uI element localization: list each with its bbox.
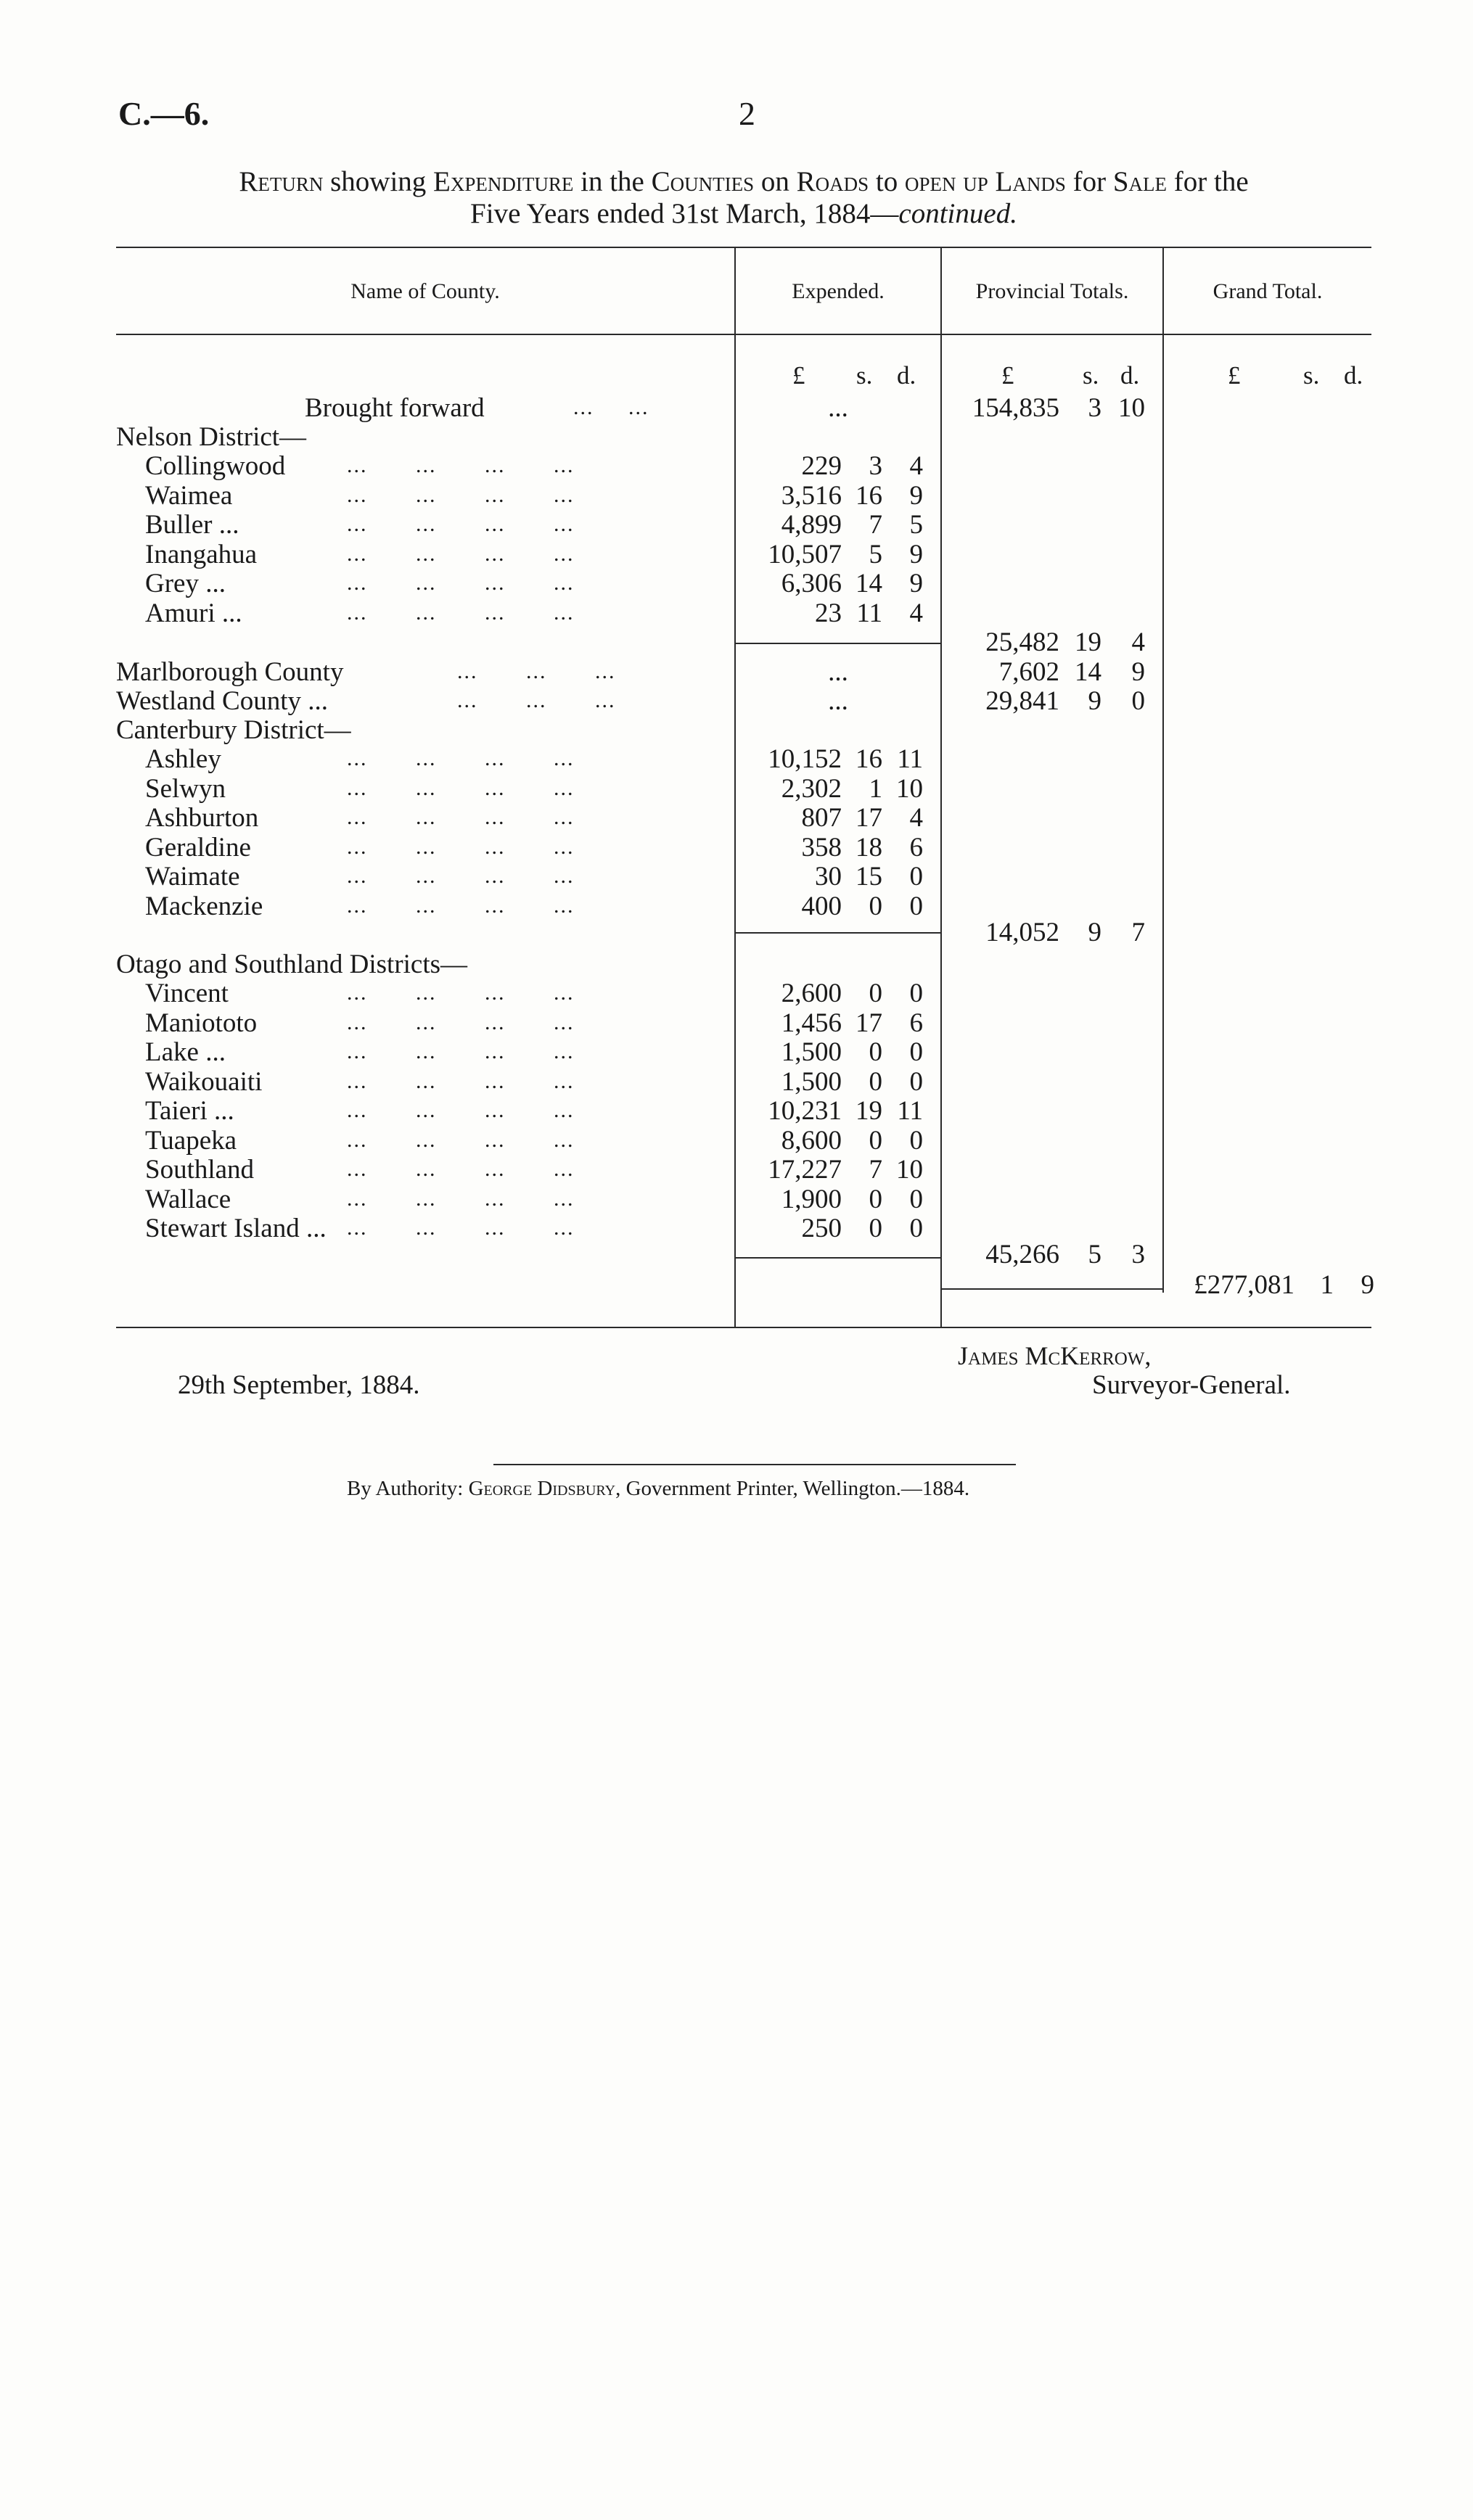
expended-pounds: 23	[815, 598, 842, 628]
county-name-westland: Westland County ...	[116, 686, 328, 716]
expended-shillings: 19	[856, 1096, 882, 1126]
county-name: Ashburton	[145, 803, 259, 833]
county-name: Maniototo	[145, 1008, 258, 1038]
unit-pound: £	[1228, 361, 1241, 390]
imprint-printer: George Didsbury	[468, 1477, 616, 1500]
westland-shillings: 9	[1088, 686, 1101, 716]
expended-pounds: 2,302	[781, 773, 842, 804]
unit-shilling: s.	[1083, 361, 1099, 390]
expended-pence: 0	[909, 1184, 923, 1214]
table-top-rule	[116, 247, 1371, 248]
subtotal-rule	[736, 643, 940, 644]
title-word: Counties	[651, 166, 755, 197]
imprint-prefix: By Authority:	[347, 1477, 469, 1500]
column-divider	[940, 248, 942, 1327]
canterbury-total-shillings: 9	[1088, 918, 1101, 947]
expended-pounds: 1,500	[781, 1066, 842, 1097]
header-provincial-totals: Provincial Totals.	[975, 279, 1129, 303]
nelson-total-pounds: 25,482	[985, 627, 1059, 657]
expended-pence: 4	[909, 598, 923, 628]
expended-pounds: 30	[815, 862, 842, 892]
title-text: for the	[1167, 166, 1249, 197]
expended-shillings: 1	[869, 773, 882, 804]
canterbury-total-pence: 7	[1131, 918, 1145, 947]
westland-pounds: 29,841	[985, 686, 1059, 716]
title-text	[988, 166, 996, 197]
expended-pounds: 10,152	[768, 744, 842, 774]
expended-shillings: 16	[856, 744, 882, 774]
expended-shillings: 11	[856, 598, 882, 628]
signatory-name: James McKerrow,	[958, 1341, 1152, 1370]
expended-pence: 0	[909, 891, 923, 921]
title-text: on	[754, 166, 797, 197]
leader-dots: ... ... ... ...	[347, 805, 575, 829]
leader-dots: ... ... ... ...	[347, 571, 575, 595]
county-name: Vincent	[145, 979, 229, 1008]
county-name: Southland	[145, 1155, 255, 1185]
title-text: for	[1065, 166, 1113, 197]
leader-dots: ... ... ... ...	[347, 1068, 575, 1093]
county-name: Wallace	[145, 1184, 231, 1214]
district-heading-canterbury: Canterbury District—	[116, 715, 351, 745]
imprint-rule	[493, 1464, 1016, 1465]
leader-dots: ... ... ... ...	[347, 1010, 575, 1034]
expended-shillings: 18	[856, 832, 882, 862]
county-name: Lake ...	[145, 1037, 226, 1067]
county-name: Ashley	[145, 744, 221, 774]
subtitle-continued: continued.	[898, 198, 1017, 229]
report-date: 29th September, 1884.	[178, 1370, 420, 1400]
expended-shillings: 0	[869, 1184, 882, 1214]
expended-pounds: 1,900	[781, 1184, 842, 1214]
westland-pence: 0	[1131, 686, 1145, 716]
title-text: in the	[573, 166, 652, 197]
expended-shillings: 7	[869, 1155, 882, 1185]
county-name: Selwyn	[145, 773, 226, 804]
westland-expended: ...	[828, 686, 848, 716]
leader-dots: ... ... ... ...	[347, 864, 575, 888]
district-heading-nelson: Nelson District—	[116, 422, 307, 452]
leader-dots: ... ... ... ...	[347, 600, 575, 625]
expended-shillings: 16	[856, 480, 882, 511]
expended-shillings: 3	[869, 451, 882, 481]
expended-pounds: 2,600	[781, 979, 842, 1008]
expended-shillings: 17	[856, 1008, 882, 1038]
title-word: Sale	[1112, 166, 1168, 197]
expended-pounds: 3,516	[781, 480, 842, 511]
leader-dots: ... ... ... ...	[347, 541, 575, 566]
grand-total-pence: 9	[1361, 1270, 1374, 1300]
expended-pence: 9	[909, 480, 923, 511]
brought-forward-expended: ...	[828, 393, 848, 423]
expended-pence: 11	[897, 1096, 923, 1126]
county-name: Mackenzie	[145, 891, 263, 921]
title-word: Expenditure	[433, 166, 574, 197]
expended-pounds: 250	[801, 1214, 842, 1243]
county-name: Waimate	[145, 862, 240, 892]
subtotal-rule	[736, 932, 940, 934]
county-name: Tuapeka	[145, 1125, 237, 1156]
expended-pounds: 10,231	[768, 1096, 842, 1126]
unit-pound: £	[792, 361, 805, 390]
county-name: Waikouaiti	[145, 1066, 263, 1097]
expended-pence: 0	[909, 979, 923, 1008]
document-subtitle	[116, 197, 1371, 230]
leader-dots: ... ...	[573, 395, 649, 419]
expended-pence: 0	[909, 1066, 923, 1097]
grand-total-shillings: 1	[1320, 1270, 1334, 1300]
brought-forward-pounds: 154,835	[972, 393, 1059, 423]
expended-pence: 6	[909, 832, 923, 862]
expended-pence: 0	[909, 1037, 923, 1067]
canterbury-total-pounds: 14,052	[985, 918, 1059, 947]
otago-total-pence: 3	[1131, 1240, 1145, 1269]
grand-total-pounds: £277,081	[1194, 1270, 1294, 1300]
leader-dots: ... ... ... ...	[347, 775, 575, 800]
title-word: Roads	[796, 166, 869, 197]
brought-forward-label: Brought forward	[305, 393, 485, 423]
county-name: Inangahua	[145, 539, 258, 569]
county-name: Buller ...	[145, 510, 239, 540]
expended-pounds: 400	[801, 891, 842, 921]
expended-pence: 9	[909, 539, 923, 569]
expended-shillings: 17	[856, 803, 882, 833]
expended-shillings: 14	[856, 569, 882, 598]
title-word: open up	[904, 166, 988, 197]
document-reference: C.—6.	[118, 95, 210, 132]
leader-dots: ... ... ... ...	[347, 1098, 575, 1122]
expended-pounds: 4,899	[781, 510, 842, 540]
leader-dots: ... ... ... ...	[347, 834, 575, 859]
leader-dots: ... ... ... ...	[347, 893, 575, 918]
expended-shillings: 15	[856, 862, 882, 892]
leader-dots: ... ... ... ...	[347, 1216, 575, 1240]
expended-shillings: 0	[869, 1125, 882, 1156]
district-heading-otago: Otago and Southland Districts—	[116, 950, 468, 979]
expended-shillings: 0	[869, 1037, 882, 1067]
county-name: Waimea	[145, 480, 233, 511]
nelson-total-pence: 4	[1131, 627, 1145, 657]
leader-dots: ... ... ...	[457, 688, 616, 712]
expended-pence: 6	[909, 1008, 923, 1038]
column-divider	[1162, 248, 1164, 1293]
expended-pence: 0	[909, 1214, 923, 1243]
expended-pounds: 17,227	[768, 1155, 842, 1185]
unit-pence: d.	[897, 361, 916, 390]
leader-dots: ... ... ... ...	[347, 746, 575, 770]
leader-dots: ... ... ...	[457, 659, 616, 683]
printer-imprint	[347, 1477, 969, 1501]
expended-shillings: 5	[869, 539, 882, 569]
brought-forward-pence: 10	[1118, 393, 1145, 423]
marlborough-expended: ...	[828, 657, 848, 687]
county-name: Collingwood	[145, 451, 286, 481]
title-text: showing	[323, 166, 434, 197]
expended-pounds: 10,507	[768, 539, 842, 569]
leader-dots: ... ... ... ...	[347, 981, 575, 1005]
expended-shillings: 0	[869, 1066, 882, 1097]
unit-pence: d.	[1120, 361, 1140, 390]
county-name: Grey ...	[145, 569, 226, 598]
expended-pence: 4	[909, 451, 923, 481]
title-word: Lands	[995, 166, 1066, 197]
expended-pence: 9	[909, 569, 923, 598]
county-name: Geraldine	[145, 832, 251, 862]
header-expended: Expended.	[792, 279, 885, 303]
expended-pence: 11	[897, 744, 923, 774]
otago-total-shillings: 5	[1088, 1240, 1101, 1269]
leader-dots: ... ... ... ...	[347, 1127, 575, 1152]
marlborough-pence: 9	[1131, 657, 1145, 687]
unit-shilling: s.	[856, 361, 873, 390]
leader-dots: ... ... ... ...	[347, 482, 575, 507]
leader-dots: ... ... ... ...	[347, 1157, 575, 1181]
leader-dots: ... ... ... ...	[347, 453, 575, 477]
leader-dots: ... ... ... ...	[347, 512, 575, 536]
document-title	[116, 165, 1371, 198]
title-text: to	[869, 166, 905, 197]
expended-pounds: 8,600	[781, 1125, 842, 1156]
unit-pound: £	[1001, 361, 1014, 390]
table-header-rule	[116, 334, 1371, 335]
expended-pounds: 1,500	[781, 1037, 842, 1067]
imprint-suffix: , Government Printer, Wellington.—1884.	[615, 1477, 970, 1500]
header-grand-total: Grand Total.	[1213, 279, 1323, 303]
nelson-total-shillings: 19	[1075, 627, 1101, 657]
county-name: Stewart Island ...	[145, 1214, 327, 1243]
subtitle-text: Five Years ended 31st March, 1884—	[470, 198, 899, 229]
expended-pounds: 1,456	[781, 1008, 842, 1038]
page-number: 2	[739, 95, 755, 132]
subtotal-rule	[736, 1257, 940, 1259]
header-county-name: Name of County.	[350, 279, 500, 303]
marlborough-pounds: 7,602	[998, 657, 1059, 687]
expended-shillings: 0	[869, 979, 882, 1008]
expended-pence: 0	[909, 1125, 923, 1156]
expended-pence: 0	[909, 862, 923, 892]
expended-shillings: 7	[869, 510, 882, 540]
leader-dots: ... ... ... ...	[347, 1186, 575, 1211]
expended-shillings: 0	[869, 1214, 882, 1243]
county-name: Amuri ...	[145, 598, 242, 628]
expended-pounds: 358	[801, 832, 842, 862]
unit-pence: d.	[1344, 361, 1363, 390]
otago-total-pounds: 45,266	[985, 1240, 1059, 1269]
expended-pounds: 6,306	[781, 569, 842, 598]
signatory-title: Surveyor-General.	[1092, 1370, 1291, 1400]
county-name: Taieri ...	[145, 1096, 234, 1126]
unit-shilling: s.	[1303, 361, 1320, 390]
title-word: Return	[239, 166, 324, 197]
table-bottom-rule	[116, 1327, 1371, 1328]
county-name-marlborough: Marlborough County	[116, 657, 344, 687]
expended-pence: 5	[909, 510, 923, 540]
expended-pounds: 807	[801, 803, 842, 833]
subtotal-rule	[942, 1288, 1162, 1290]
expended-pence: 10	[896, 773, 923, 804]
expended-pence: 4	[909, 803, 923, 833]
expended-pence: 10	[896, 1155, 923, 1185]
expended-pounds: 229	[801, 451, 842, 481]
brought-forward-shillings: 3	[1088, 393, 1101, 423]
marlborough-shillings: 14	[1075, 657, 1101, 687]
leader-dots: ... ... ... ...	[347, 1039, 575, 1063]
expended-shillings: 0	[869, 891, 882, 921]
